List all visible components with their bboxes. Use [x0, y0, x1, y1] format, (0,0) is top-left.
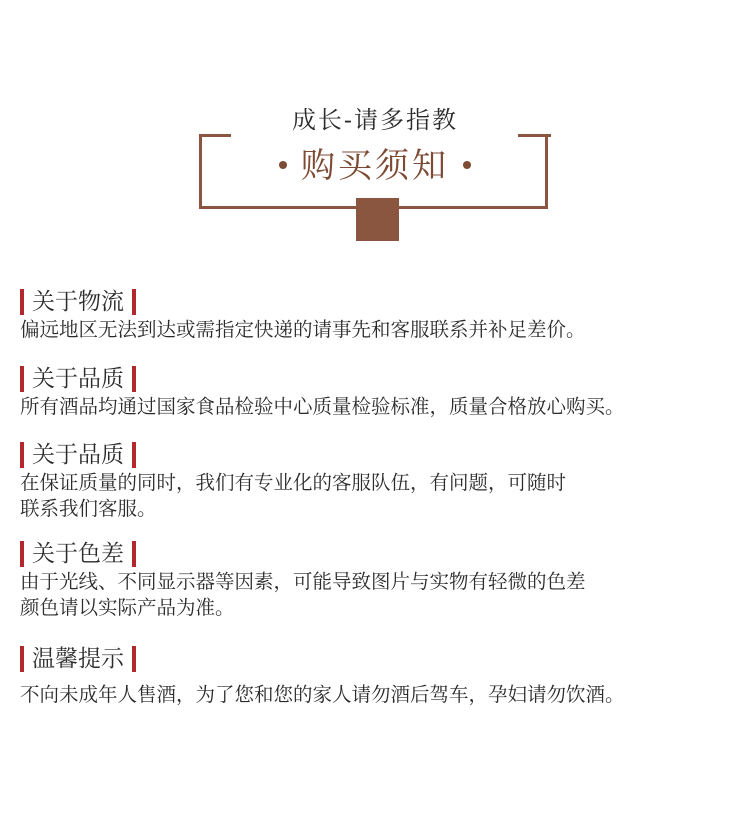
section-quality-1 — [20, 364, 740, 420]
frame-top-left-edge — [199, 134, 231, 137]
section-logistics — [20, 287, 740, 343]
section-line: 所有酒品均通过国家食品检验中心质量检验标准，质量合格放心购买。 — [20, 395, 625, 418]
section-line: 偏远地区无法到达或需指定快递的请事先和客服联系并补足差价。 — [20, 318, 586, 341]
section-title — [20, 539, 136, 569]
section-warm-tips — [20, 644, 740, 708]
title-left-bar — [20, 646, 24, 672]
frame-square-ornament — [356, 198, 399, 241]
section-body — [20, 682, 740, 708]
title-right-bar — [132, 541, 136, 567]
section-quality-2 — [20, 440, 740, 522]
section-body — [20, 569, 740, 621]
section-line: 由于光线、不同显示器等因素，可能导致图片与实物有轻微的色差 — [20, 570, 586, 593]
title-right-bar — [132, 289, 136, 315]
title-right-bar — [132, 442, 136, 468]
section-title-text: 关于品质 — [32, 366, 124, 392]
title-right-bar — [132, 366, 136, 392]
section-title — [20, 287, 136, 317]
section-title-text: 关于色差 — [32, 541, 124, 567]
title-right-dot — [463, 161, 471, 169]
title-left-dot — [279, 161, 287, 169]
section-title-text: 关于物流 — [32, 289, 124, 315]
section-title — [20, 644, 136, 674]
page-title — [0, 143, 750, 189]
section-body — [20, 317, 740, 343]
page-title-text: 购买须知 — [301, 146, 449, 186]
section-line: 联系我们客服。 — [20, 497, 157, 520]
section-line: 不向未成年人售酒，为了您和您的家人请勿酒后驾车，孕妇请勿饮酒。 — [20, 683, 625, 706]
section-body — [20, 470, 740, 522]
frame-top-right-edge — [518, 134, 551, 137]
section-color-difference — [20, 539, 740, 621]
section-line: 颜色请以实际产品为准。 — [20, 596, 235, 619]
title-right-bar — [132, 646, 136, 672]
section-title-text: 温馨提示 — [32, 646, 124, 672]
header-subtitle: 成长-请多指教 — [291, 106, 459, 134]
title-left-bar — [20, 289, 24, 315]
section-body — [20, 394, 740, 420]
title-left-bar — [20, 541, 24, 567]
title-left-bar — [20, 366, 24, 392]
section-title — [20, 440, 136, 470]
title-left-bar — [20, 442, 24, 468]
section-title-text: 关于品质 — [32, 442, 124, 468]
section-title — [20, 364, 136, 394]
section-line: 在保证质量的同时，我们有专业化的客服队伍，有问题，可随时 — [20, 471, 567, 494]
